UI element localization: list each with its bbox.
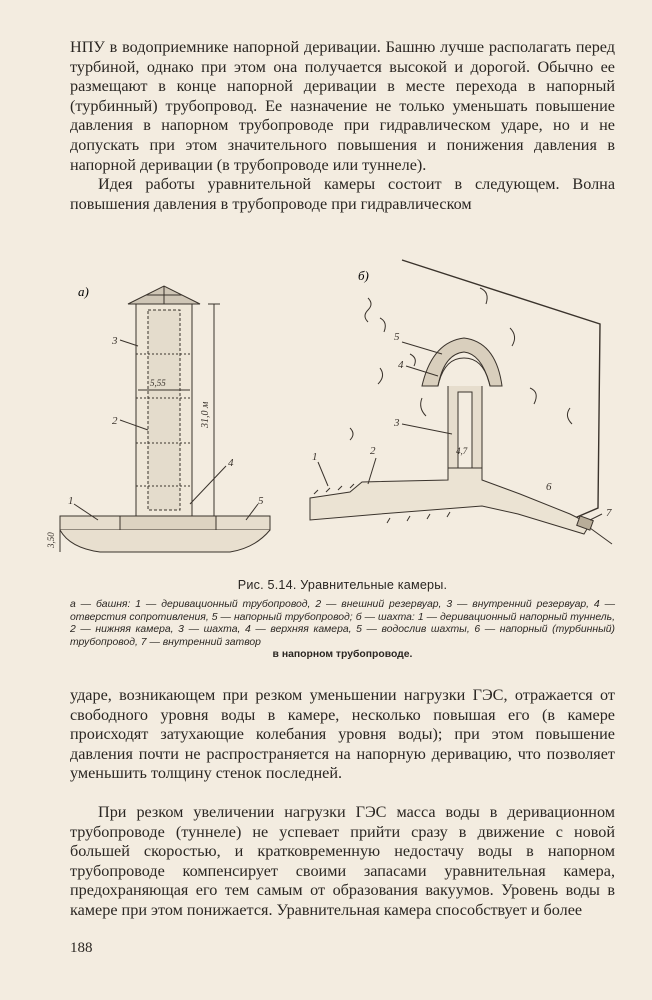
shaft-label-5: 5 — [394, 331, 400, 343]
caption-part-b: б — шахта: 1 — деривационный напорный туннель, 2 — нижняя камера, 3 — шахта, 4 — верхняя камера, 5 — водослив шахты, 6 — напорный (турбинный) трубопровод, 7 — внутренний затвор — [70, 611, 615, 648]
caption-end: в напорном трубопроводе. — [272, 649, 413, 661]
paragraph-2: ударе, возникающем при резком уменьшении нагрузки ГЭС, отражается от свободного уровня воды в камере, несколько повышая его (в камере происходят затухающие колебания уровня воды); при этом повышение давления почти не распространяется на напорную деривацию, что позволяет уменьшить толщину стенок последней. — [70, 686, 615, 783]
tower-label-3: 3 — [112, 335, 118, 347]
shaft-label-1: 1 — [312, 451, 318, 463]
paragraph-1: НПУ в водоприемнике напорной деривации. Башню лучше располагать перед турбиной, однако при этом она получается высокой и дорогой. Обычно ее размещают в конце напорной деривации в месте перехода в напорный (турбинный) трубопровод. Ее назначение не только уменьшать повышение давления в напорном трубопроводе при гидравлическом ударе, но и не допускать при этом значительного повышения и понижения давления в напорной деривации (в трубопроводе или туннеле). Идея работы уравнительной камеры состоит в следующем. Волна повышения давления в трубопроводе при гидравлическом — [70, 38, 615, 213]
tower-dim-height: 31,0 м — [200, 401, 211, 428]
shaft-label-7: 7 — [606, 507, 612, 519]
tower-drawing — [60, 286, 270, 552]
page-number: 188 — [70, 940, 93, 956]
tower-label-4: 4 — [228, 457, 234, 469]
shaft-label-3: 3 — [394, 417, 400, 429]
figure-a-label: а) — [78, 284, 89, 299]
shaft-label-4: 4 — [398, 359, 404, 371]
tower-label-5: 5 — [258, 495, 264, 507]
shaft-drawing — [310, 260, 612, 544]
shaft-dim: 4,7 — [456, 446, 468, 456]
tower-dim-inner: 5,55 — [150, 378, 166, 388]
paragraph-1-text: НПУ в водоприемнике напорной деривации. Башню лучше располагать перед турбиной, однако при этом она получается высокой и дорогой. Обычно ее размещают в конце напорной деривации в месте перехода в напорный (турбинный) трубопровод. Ее назначение не только уменьшать повышение давления в напорном трубопроводе при гидравлическом ударе, но и не допускать при этом значительного повышения и понижения давления в напорной деривации (в трубопроводе или туннеле) — [70, 38, 615, 174]
figure-caption-title: Рис. 5.14. Уравнительные камеры. — [237, 578, 448, 592]
figure-surge-chambers — [46, 258, 630, 558]
tower-label-1: 1 — [68, 495, 74, 507]
shaft-label-6: 6 — [546, 481, 552, 493]
figure-caption-body — [70, 599, 615, 662]
paragraph-1b: Идея работы уравнительной камеры состоит в следующем. Волна повышения давления в трубопроводе при гидравлическом — [70, 175, 615, 213]
tower-dim-bottom: 3,50 — [46, 532, 56, 548]
paragraph-3: При резком увеличении нагрузки ГЭС масса воды в деривационном трубопроводе (туннеле) не успевает прийти сразу в движение с новой большей скоростью, и кратковременную недостачу воды в напорном трубопроводе компенсирует своими запасами уравнительная камера, предохраняющая его тем самым от образования вакуумов. Уровень воды в камере при этом понижается. Уравнительная камера способствует и более — [70, 803, 615, 919]
caption-part-a: а — башня: 1 — деривационный трубопровод, 2 — внешний резервуар, 3 — внутренний резервуар, 4 — отверстия сопротивления, 5 — напорный трубопровод; — [70, 599, 615, 623]
figure-b-label: б) — [358, 268, 369, 283]
shaft-label-2: 2 — [370, 445, 376, 457]
tower-label-2: 2 — [112, 415, 118, 427]
